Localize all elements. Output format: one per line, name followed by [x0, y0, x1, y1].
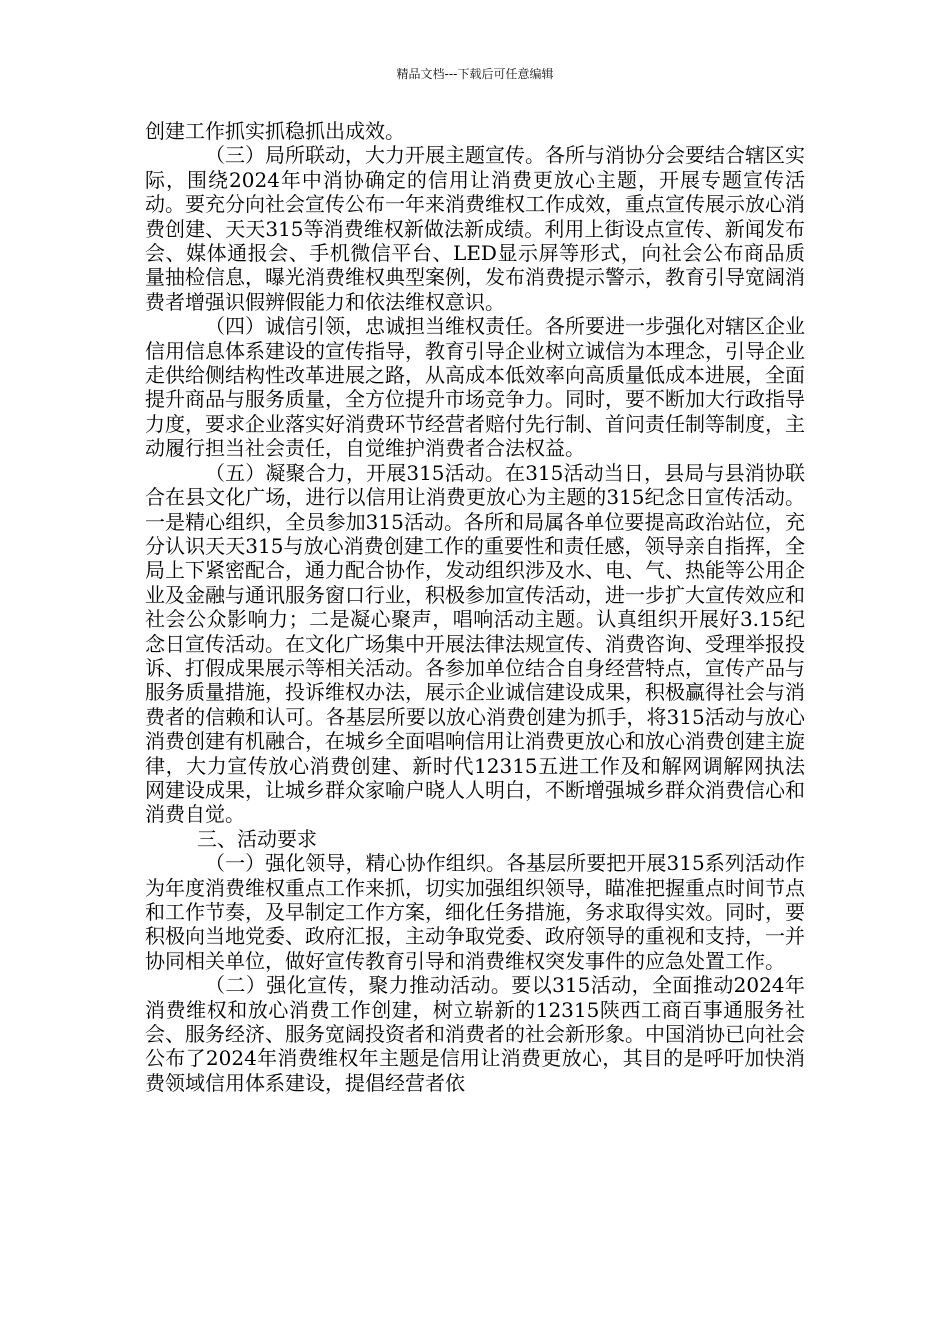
page-header: 精品文档---下载后可任意编辑 [396, 67, 554, 81]
section-heading-activity-requirements: 三、活动要求 [197, 826, 317, 851]
paragraph-section-5: （五）凝聚合力，开展315活动。在315活动当日，县局与县消协联合在县文化广场，进行以信用让消费更放心为主题的315纪念日宣传活动。一是精心组织，全员参加315活动。各所和局属各单位要提高政治站位，充分认识天天315与放心消费创建工作的重要性和责任感，领导亲自指挥，全局上下紧密配合，通力配合协作，发动组织涉及水、电、气、热能等公用企业及金融与通讯服务窗口行业，积极参加宣传活动，进一步扩大宣传效应和社会公众影响力；二是凝心聚声，唱响活动主题。认真组织开展好3.15纪念日宣传活动。在文化广场集中开展法律法规宣传、消费咨询、受理举报投诉、打假成果展示等相关活动。各参加单位结合自身经营特点，宣传产品与服务质量措施，投诉维权办法，展示企业诚信建设成果，积极赢得社会与消费者的信赖和认可。各基层所要以放心消费创建为抓手，将315活动与放心消费创建有机融合，在城乡全面唱响信用让消费更放心和放心消费创建主旋律，大力宣传放心消费创建、新时代12315五进工作及和解网调解网执法网建设成果，让城乡群众家喻户晓人人明白，不断增强城乡群众消费信心和消费自觉。 [145, 460, 805, 827]
paragraph-continuation: 创建工作抓实抓稳抓出成效。 [145, 119, 405, 143]
paragraph-requirement-1: （一）强化领导，精心协作组织。各基层所要把开展315系列活动作为年度消费维权重点工作来抓，切实加强组织领导，瞄准把握重点时间节点和工作节奏，及早制定工作方案，细化任务措施，务求取得实效。同时，要积极向当地党委、政府汇报，主动争取党委、政府领导的重视和支持，一并协同相关单位，做好宣传教育引导和消费维权突发事件的应急处置工作。 [145, 851, 805, 973]
paragraph-section-4: （四）诚信引领，忠诚担当维权责任。各所要进一步强化对辖区企业信用信息体系建设的宣传指导，教育引导企业树立诚信为本理念，引导企业走供给侧结构性改革进展之路，从高成本低效率向高质量低成本进展，全面提升商品与服务质量，全方位提升市场竞争力。同时，要不断加大行政指导力度，要求企业落实好消费环节经营者赔付先行制、首问责任制等制度，主动履行担当社会责任，自觉维护消费者合法权益。 [145, 314, 805, 461]
paragraph-requirement-2: （二）强化宣传，聚力推动活动。要以315活动，全面推动2024年消费维权和放心消费工作创建，树立崭新的12315陕西工商百事通服务社会、服务经济、服务宽阔投资者和消费者的社会新形象。中国消协已向社会公布了2024年消费维权年主题是信用让消费更放心，其目的是呼吁加快消费领域信用体系建设，提倡经营者依 [145, 973, 805, 1095]
paragraph-section-3: （三）局所联动，大力开展主题宣传。各所与消协分会要结合辖区实际，围绕2024年中消协确定的信用让消费更放心主题，开展专题宣传活动。要充分向社会宣传公布一年来消费维权工作成效，重点宣传展示放心消费创建、天天315等消费维权新做法新成绩。利用上街设点宣传、新闻发布会、媒体通报会、手机微信平台、LED显示屏等形式，向社会公布商品质量抽检信息，曝光消费维权典型案例，发布消费提示警示，教育引导宽阔消费者增强识假辨假能力和依法维权意识。 [145, 143, 805, 314]
document-body [145, 119, 805, 1095]
